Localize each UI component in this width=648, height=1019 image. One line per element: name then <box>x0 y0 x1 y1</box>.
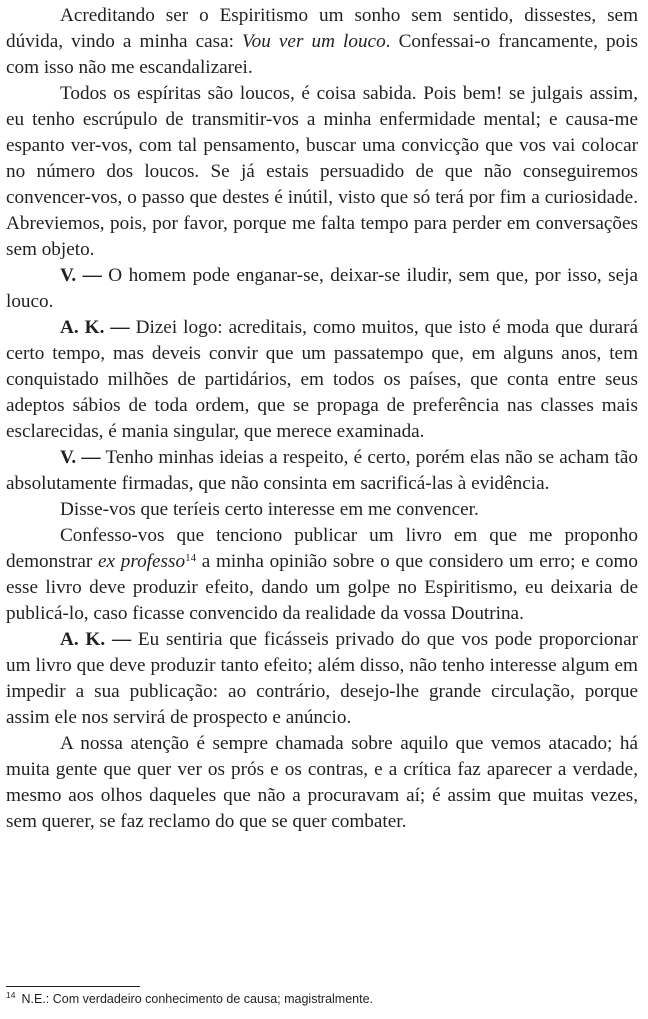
footnote-number: 14 <box>6 989 16 1000</box>
paragraph <box>6 627 638 731</box>
paragraph-text: a minha opinião sobre o que considero um erro; e como esse livro deve produzir efeito, dando um golpe no Espiritismo, eu deixaria de publicá-lo, caso ficasse convencido da realidade da vossa Doutrina. <box>6 551 638 624</box>
paragraph-text: Confesso-vos que tenciono publicar um livro em que me proponho demonstrar <box>6 525 638 572</box>
footnote-text: N.E.: Com verdadeiro conhecimento de causa; magistralmente. <box>21 992 374 1006</box>
paragraph-text: . Confessai-o francamente, pois com isso não me escandalizarei. <box>6 31 638 78</box>
paragraph-text: Tenho minhas ideias a respeito, é certo, porém elas não se acham tão absolutamente firmadas, que não consinta em sacrificá-las à evidência. <box>6 447 638 494</box>
paragraph-text: A nossa atenção é sempre chamada sobre aquilo que vemos atacado; há muita gente que quer ver os prós e os contras, e a crítica faz aparecer a verdade, mesmo aos olhos daqueles que não a procuravam aí; é assim que muitas vezes, sem querer, se faz reclamo do que se quer combater. <box>6 733 638 832</box>
footnote <box>6 991 638 1007</box>
paragraph-text: Dizei logo: acreditais, como muitos, que isto é moda que durará certo tempo, mas deveis convir que um passatempo que, em alguns anos, tem conquistado milhões de partidários, em todos os países, que conta entre seus adeptos sábios de toda ordem, que se propaga de preferência nas classes mais esclarecidas, é mania singular, que merece examinada. <box>6 317 638 442</box>
speaker-label: V. — <box>60 447 101 468</box>
paragraph <box>6 731 638 835</box>
paragraph <box>6 445 638 497</box>
paragraph <box>6 263 638 315</box>
paragraph-text: Eu sentiria que ficásseis privado do que vos pode proporcionar um livro que deve produzir tanto efeito; além disso, não tenho interesse algum em impedir a sua publicação: ao contrário, desejo-lhe grande circulação, porque assim ele nos servirá de prospecto e anúncio. <box>6 629 639 728</box>
paragraph <box>6 523 638 627</box>
page-body <box>6 3 638 835</box>
paragraph <box>6 315 638 445</box>
italic-text: ex professo <box>98 551 186 572</box>
paragraph-text: Todos os espíritas são loucos, é coisa sabida. Pois bem! se julgais assim, eu tenho escrúpulo de transmitir-vos a minha enfermidade mental; e causa-me espanto ver-vos, com tal pensamento, buscar uma convicção que vos vai colocar no número dos loucos. Se já estais persuadido de que não conseguiremos convencer-vos, o passo que destes é inútil, visto que só terá por fim a curiosidade. Abreviemos, pois, por favor, porque me falta tempo para perder em conversações sem objeto. <box>6 83 638 260</box>
footnote-divider <box>6 986 140 987</box>
italic-text: Vou ver um louco <box>242 31 386 52</box>
paragraph <box>6 497 638 523</box>
speaker-label: A. K. — <box>60 317 130 338</box>
paragraph-text: Disse-vos que teríeis certo interesse em me convencer. <box>60 499 479 520</box>
footnote-reference: 14 <box>185 552 197 564</box>
speaker-label: A. K. — <box>60 629 132 650</box>
speaker-label: V. — <box>60 265 102 286</box>
paragraph <box>6 81 638 263</box>
paragraph-text: Acreditando ser o Espiritismo um sonho sem sentido, dissestes, sem dúvida, vindo a minha casa: <box>6 5 638 52</box>
paragraph <box>6 3 638 81</box>
paragraph-text: O homem pode enganar-se, deixar-se iludir, sem que, por isso, seja louco. <box>6 265 638 312</box>
